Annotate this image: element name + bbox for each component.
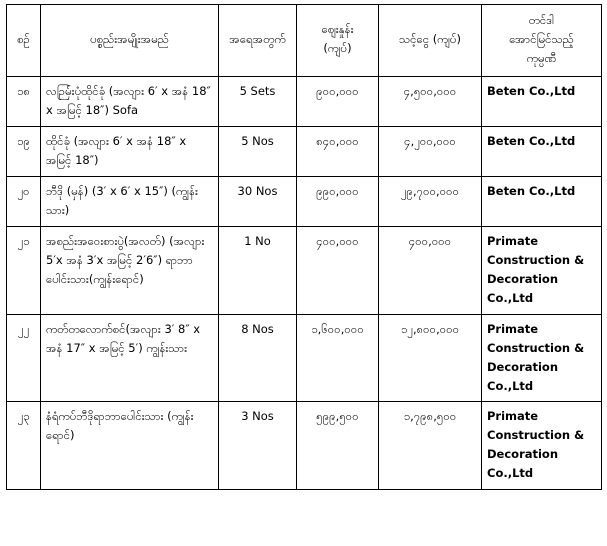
cell-amount: ၄၀၀,၀၀၀ [379, 226, 482, 314]
cell-serial: ၁၉ [7, 126, 41, 176]
column-header-serial: စဉ် [7, 5, 41, 77]
cell-unit-price: ၁,၆၀၀,၀၀၀ [297, 314, 379, 402]
column-header-quantity: အရေအတွက် [219, 5, 297, 77]
cell-quantity: 5 Nos [219, 126, 297, 176]
table-row [7, 76, 602, 126]
cell-serial: ၂၁ [7, 226, 41, 314]
cell-amount: ၄,၅၀၀,၀၀၀ [379, 76, 482, 126]
column-header-item-name: ပစ္စည်းအမျိုးအမည် [41, 5, 219, 77]
cell-unit-price: ၉၉၀,၀၀၀ [297, 176, 379, 226]
cell-quantity: 8 Nos [219, 314, 297, 402]
cell-company: Primate Construction & Decoration Co.,Ltd [482, 226, 602, 314]
cell-item-name: အစည်းအဝေးစားပွဲ(အလတ်) (အလျား 5′x အနံ 3′x အမြင့် 2′6″) ရာဘာပေါင်းသား(ကျွန်းရောင်) [41, 226, 219, 314]
table-row [7, 402, 602, 490]
cell-unit-price: ၉၀၀,၀၀၀ [297, 76, 379, 126]
cell-amount: ၁၂,၈၀၀,၀၀၀ [379, 314, 482, 402]
cell-unit-price: ၅၉၉,၅၀၀ [297, 402, 379, 490]
column-header-amount: သင့်ငွေ (ကျပ်) [379, 5, 482, 77]
cell-item-name: ဘီဒို (မှန်) (3′ x 6′ x 15″) (ကျွန်းသား) [41, 176, 219, 226]
cell-company: Beten Co.,Ltd [482, 76, 602, 126]
cell-quantity: 5 Sets [219, 76, 297, 126]
cell-quantity: 3 Nos [219, 402, 297, 490]
table-row [7, 126, 602, 176]
cell-quantity: 1 No [219, 226, 297, 314]
cell-item-name: ကတ်တလောက်စင်(အလျား 3′ 8″ x အနံ 17″ x အမြင့် 5′) ကျွန်းသား [41, 314, 219, 402]
table-row [7, 176, 602, 226]
cell-quantity: 30 Nos [219, 176, 297, 226]
cell-serial: ၂၀ [7, 176, 41, 226]
cell-item-name: နံရံကပ်ဘီဒိုရာဘာပေါင်းသား (ကျွန်းရောင်) [41, 402, 219, 490]
cell-item-name: ထိုင်ခုံ (အလျား 6′ x အနံ 18″ x အမြင့် 18″) [41, 126, 219, 176]
cell-company: Beten Co.,Ltd [482, 176, 602, 226]
cell-serial: ၂၃ [7, 402, 41, 490]
cell-unit-price: ၈၄၀,၀၀၀ [297, 126, 379, 176]
table-row [7, 314, 602, 402]
tender-results-table [6, 4, 602, 490]
cell-unit-price: ၄၀၀,၀၀၀ [297, 226, 379, 314]
cell-serial: ၁၈ [7, 76, 41, 126]
table-row [7, 226, 602, 314]
table-header-row [7, 5, 602, 77]
cell-company: Primate Construction & Decoration Co.,Ltd [482, 314, 602, 402]
cell-amount: ၄,၂၀၀,၀၀၀ [379, 126, 482, 176]
cell-company: Primate Construction & Decoration Co.,Ltd [482, 402, 602, 490]
cell-amount: ၁,၇၉၈,၅၀၀ [379, 402, 482, 490]
cell-serial: ၂၂ [7, 314, 41, 402]
cell-amount: ၂၉,၇၀၀,၀၀၀ [379, 176, 482, 226]
column-header-unit-price: ဈေးနှုန်း (ကျပ်) [297, 5, 379, 77]
cell-company: Beten Co.,Ltd [482, 126, 602, 176]
column-header-winning-company: တင်ဒါ အောင်မြင်သည့် ကုမ္ပဏီ [482, 5, 602, 77]
cell-item-name: လဉြမ်းပုံထိုင်ခုံ (အလျား 6′ x အနံ 18″ x အမြင့် 18″) Sofa [41, 76, 219, 126]
